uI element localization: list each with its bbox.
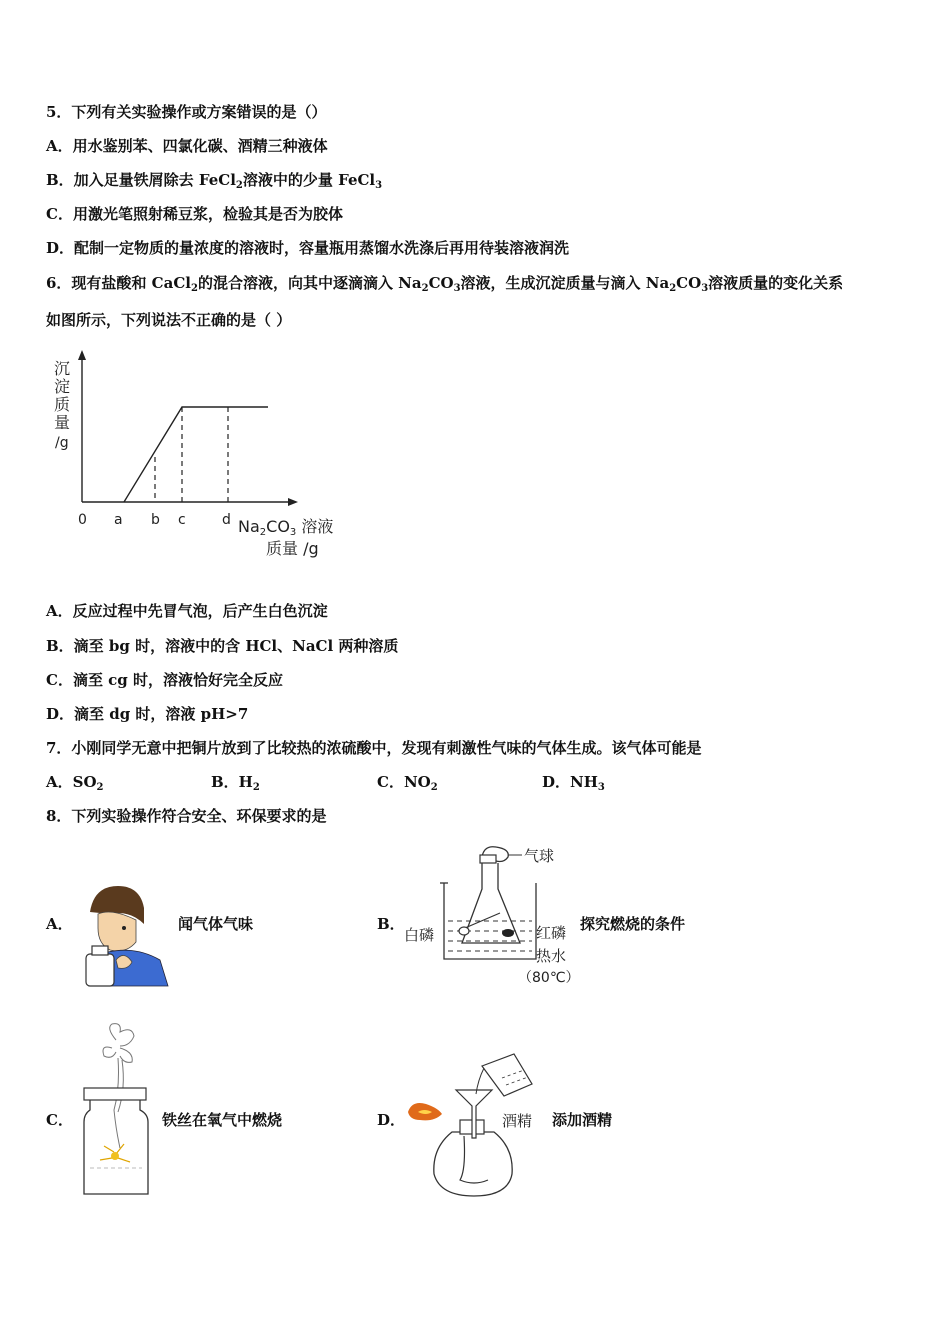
- x-label-line2: 质量 /g: [266, 539, 319, 558]
- q6-graph: [44, 348, 364, 563]
- label-alcohol: 酒精: [502, 1112, 533, 1130]
- q5-stem: 5．下列有关实验操作或方案错误的是（）: [46, 103, 327, 121]
- q5-option-c: C．用激光笔照射稀豆浆，检验其是否为胶体: [46, 205, 343, 223]
- q6-option-b: B．滴至 bg 时，溶液中的含 HCl、NaCl 两种溶质: [46, 637, 399, 655]
- q6-stem-s1: 2: [190, 283, 198, 294]
- q8-c-letter: C．: [46, 1111, 73, 1129]
- y-label-char-1: 沉: [54, 359, 71, 378]
- white-phosphorus: [459, 927, 469, 935]
- precipitate-curve: [124, 407, 268, 502]
- x-tick-a: a: [114, 512, 123, 528]
- q6-stem: [46, 273, 843, 299]
- q6-option-a: A．反应过程中先冒气泡，后产生白色沉淀: [46, 602, 328, 620]
- q6-option-d: D．滴至 dg 时，溶液 pH>7: [46, 705, 249, 723]
- x-tick-c: c: [178, 512, 186, 528]
- y-label-unit: /g: [55, 435, 69, 451]
- q7-option-b: B．$H_2$: [211, 773, 260, 793]
- y-label-char-3: 质: [54, 395, 71, 414]
- q6-stem-p4: 溶液，生成沉淀质量与滴入 Na: [460, 274, 670, 292]
- q6-stem-p2: 的混合溶液，向其中逐滴滴入 Na: [197, 274, 422, 292]
- x-tick-0: 0: [78, 512, 87, 528]
- y-label-char-4: 量: [54, 413, 71, 432]
- iron-wire-burning-illustration: [76, 1018, 156, 1198]
- q7-option-d: D．$NH_3$: [542, 773, 605, 793]
- q5-b-pre: B．加入足量铁屑除去 FeCl: [46, 171, 236, 189]
- q6-stem-p1: 6．现有盐酸和 CaCl: [46, 274, 191, 292]
- q6-option-c: C．滴至 cg 时，溶液恰好完全反应: [46, 671, 284, 689]
- q8-d-letter: D．: [377, 1111, 406, 1129]
- q6-stem-s3: 3: [453, 283, 461, 294]
- adding-alcohol-illustration: [404, 1050, 544, 1200]
- q7-option-c: C．$NO_2$: [377, 773, 438, 793]
- y-axis-arrow: [78, 350, 86, 360]
- q8-stem: 8．下列实验操作符合安全、环保要求的是: [46, 807, 327, 825]
- q6-stem-s5: 3: [701, 283, 709, 294]
- x-tick-b: b: [151, 512, 160, 528]
- q5-b-sub2: 3: [375, 180, 383, 191]
- q5-option-a: A．用水鉴别苯、四氯化碳、酒精三种液体: [46, 137, 328, 155]
- q6-stem-p5: CO: [676, 274, 702, 292]
- q6-stem-s4: 2: [669, 283, 677, 294]
- q7-option-a: A．$SO_2$: [46, 773, 104, 793]
- red-phosphorus: [502, 929, 514, 937]
- label-white-phosphorus: 白磷: [404, 926, 435, 944]
- label-temperature: （80℃）: [518, 970, 580, 986]
- label-red-phosphorus: 红磷: [536, 924, 567, 942]
- q8-a-letter: A．: [46, 915, 73, 933]
- q8-c-text: 铁丝在氧气中燃烧: [162, 1111, 283, 1129]
- x-tick-d: d: [222, 512, 231, 528]
- q5-option-d: D．配制一定物质的量浓度的溶液时，容量瓶用蒸馏水洗涤后再用待装溶液润洗: [46, 239, 570, 257]
- q6-stem-s2: 2: [421, 283, 429, 294]
- label-balloon: 气球: [524, 847, 555, 865]
- smelling-gas-illustration: [80, 880, 170, 990]
- q8-d-text: 添加酒精: [552, 1111, 613, 1129]
- q8-b-letter: B．: [377, 915, 405, 933]
- label-hot-water: 热水: [536, 947, 567, 965]
- x-axis-arrow: [288, 498, 298, 506]
- q5-b-mid: 溶液中的少量 FeCl: [242, 171, 376, 189]
- q5-b-sub1: 2: [235, 180, 243, 191]
- q6-stem-p3: CO: [428, 274, 454, 292]
- q7-stem: 7．小刚同学无意中把铜片放到了比较热的浓硫酸中，发现有刺激性气味的气体生成。该气体可能是: [46, 739, 702, 757]
- q6-stem-line2: 如图所示，下列说法不正确的是（ ）: [46, 311, 292, 329]
- q6-stem-p6: 溶液质量的变化关系: [708, 274, 844, 292]
- q8-b-text: 探究燃烧的条件: [580, 915, 686, 933]
- lamp-body: [434, 1132, 512, 1196]
- combustion-experiment-illustration: [400, 843, 580, 988]
- y-label-char-2: 淀: [54, 377, 71, 396]
- x-label-line1: Na2CO3 溶液: [238, 517, 334, 538]
- q5-option-b: [46, 170, 382, 196]
- q8-a-text: 闻气体气味: [178, 915, 254, 933]
